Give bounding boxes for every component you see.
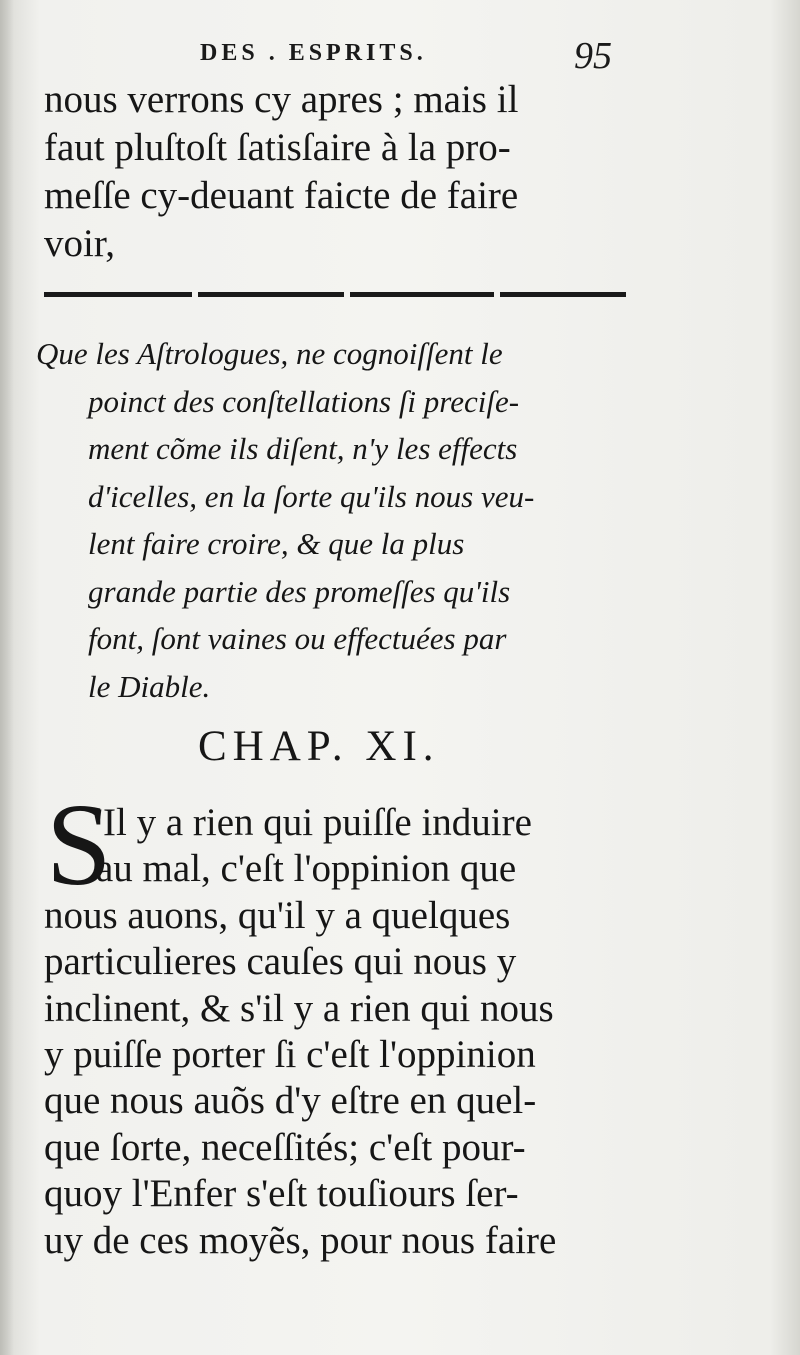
body-line: que ſorte, neceſſités; c'eſt pour- — [44, 1125, 526, 1169]
summary-line: lent faire croire, & que la plus — [88, 526, 465, 561]
body-line: uy de ces moyẽs, pour nous faire — [44, 1218, 557, 1262]
summary-line: ment cõme ils diſent, n'y les effects — [88, 431, 518, 466]
body-line: au mal, c'eſt l'oppinion que — [96, 847, 517, 891]
summary-line: le Diable. — [88, 668, 211, 704]
section-divider-rule — [44, 292, 626, 297]
chapter-body-text — [44, 800, 634, 1264]
body-line: particulieres cauſes qui nous y — [44, 940, 517, 984]
drop-cap: S — [46, 779, 112, 910]
rule-gap — [494, 290, 500, 299]
body-line: nous auons, qu'il y a quelques — [44, 893, 511, 937]
running-head: DES . ESPRITS. — [200, 40, 427, 66]
summary-line: Que les Aſtrologues, ne cognoiſſent le — [36, 336, 503, 371]
text-line: nous verrons cy apres ; mais il — [44, 78, 519, 121]
rule-gap — [344, 290, 350, 299]
text-line: faut pluſtoſt ſatisſaire à la pro- — [44, 126, 511, 169]
body-line: y puiſſe porter ſi c'eſt l'oppinion — [44, 1033, 536, 1077]
chapter-summary — [36, 330, 636, 710]
rule-gap — [192, 290, 198, 299]
body-line: inclinent, & s'il y a rien qui nous — [44, 986, 554, 1030]
summary-line: grande partie des promeſſes qu'ils — [88, 573, 511, 609]
body-line: 'Il y a rien qui puiſſe induire — [96, 801, 532, 844]
continuation-text — [44, 76, 634, 268]
summary-line: font, ſont vaines ou effectuées par — [88, 621, 507, 656]
summary-line: d'icelles, en la ſorte qu'ils nous veu- — [88, 478, 535, 514]
chapter-heading: CHAP. XI. — [198, 723, 440, 770]
summary-line: poinct des conſtellations ſi preciſe- — [88, 383, 520, 419]
body-line: que nous auõs d'y eſtre en quel- — [44, 1079, 537, 1123]
body-line: quoy l'Enfer s'eſt touſiours ſer- — [44, 1172, 519, 1216]
page-number: 95 — [574, 35, 612, 77]
text-line: meſſe cy-deuant faicte de faire — [44, 174, 519, 217]
text-line: voir, — [44, 222, 116, 265]
